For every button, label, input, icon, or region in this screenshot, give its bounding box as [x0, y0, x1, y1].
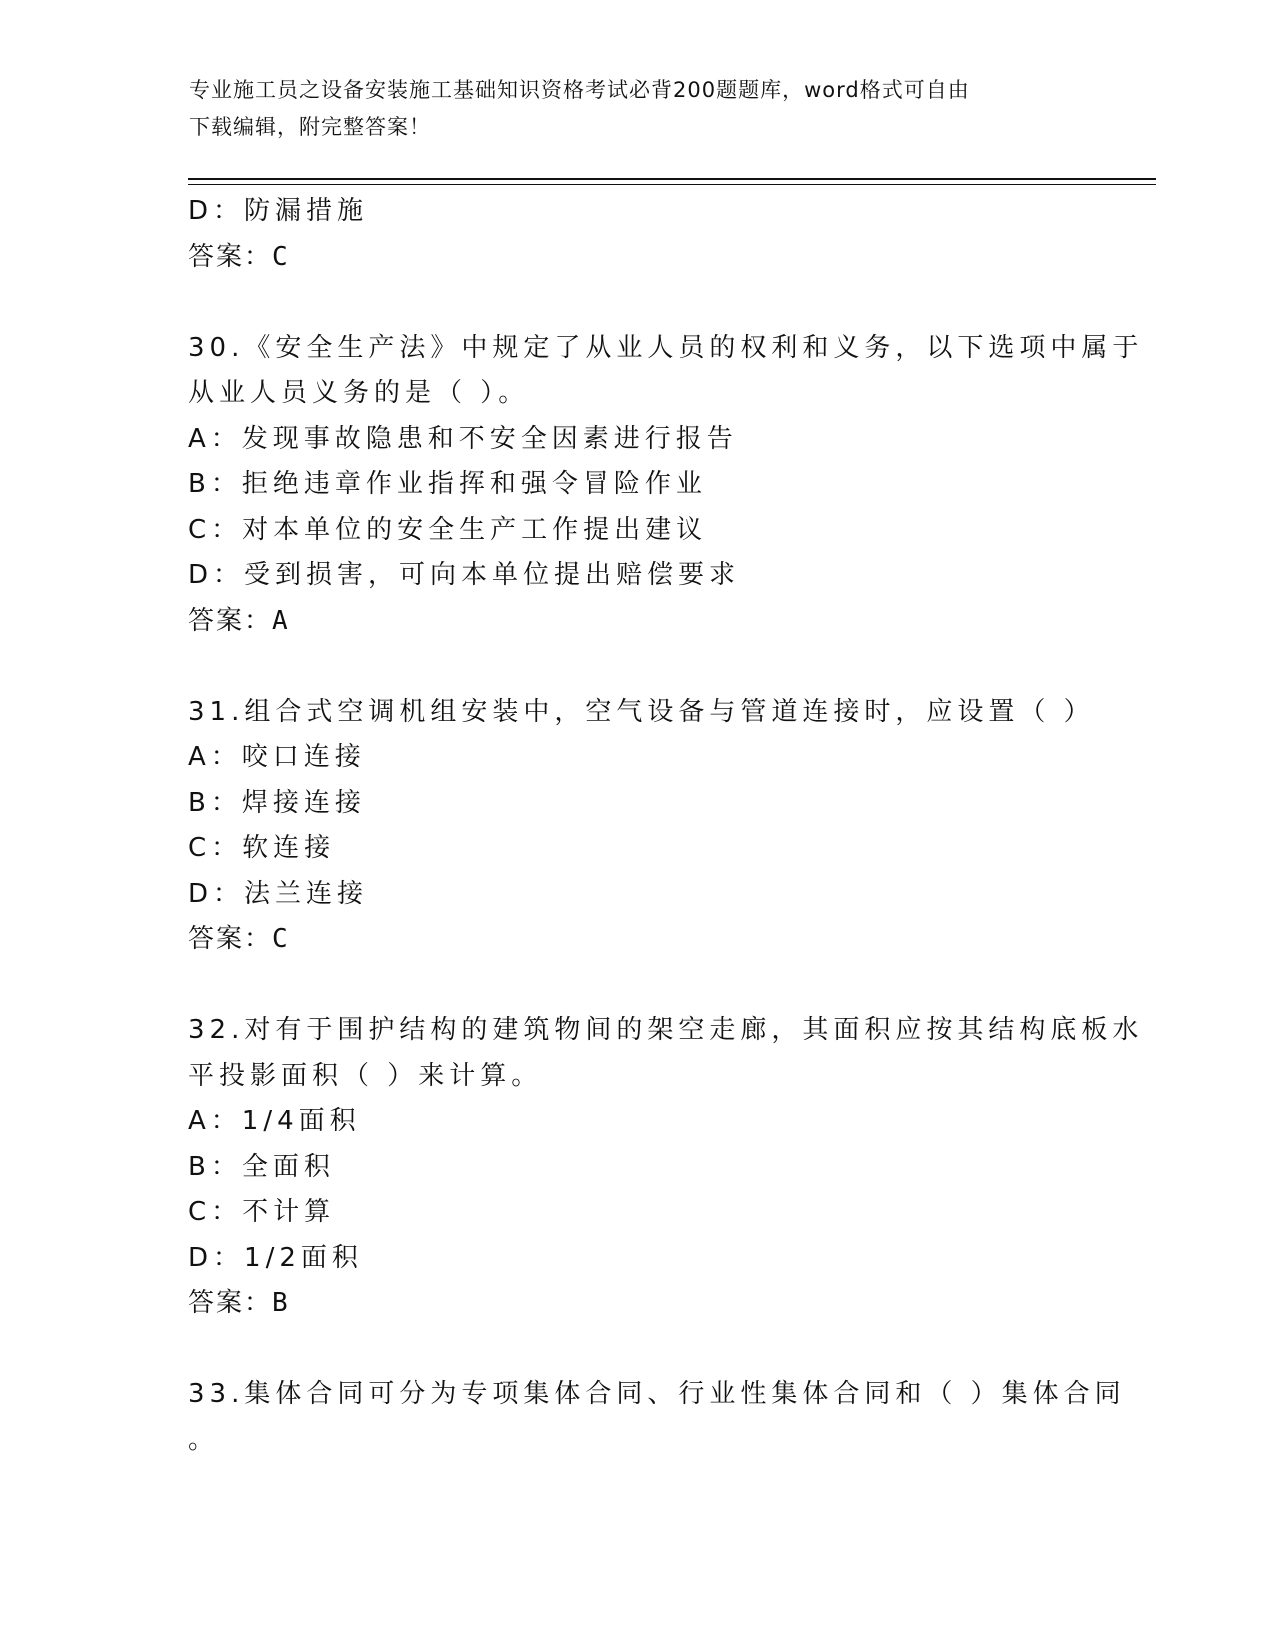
question-30-stem-line-1: 30.《安全生产法》中规定了从业人员的权利和义务，以下选项中属于 — [188, 332, 1144, 363]
question-30-option-c: C：对本单位的安全生产工作提出建议 — [188, 514, 708, 545]
question-31-option-d: D：法兰连接 — [188, 878, 369, 909]
question-30-stem-line-2: 从业人员义务的是（ ）。 — [188, 378, 530, 408]
question-32-option-a: A：1/4面积 — [188, 1106, 361, 1136]
document-header — [189, 72, 1089, 146]
question-31-option-c: C：软连接 — [188, 833, 336, 863]
question-31-option-b: B：焊接连接 — [188, 787, 366, 818]
question-32-option-b: B：全面积 — [188, 1151, 335, 1182]
question-31-answer: 答案：C — [188, 924, 290, 954]
question-30-answer: 答案：A — [188, 605, 290, 636]
question-32-stem-line-1: 32.对有于围护结构的建筑物间的架空走廊，其面积应按其结构底板水 — [188, 1015, 1144, 1045]
option-d: D：防漏措施 — [188, 196, 369, 226]
question-30-option-a: A：发现事故隐患和不安全因素进行报告 — [188, 423, 738, 454]
question-33-stem-line-1: 33.集体合同可分为专项集体合同、行业性集体合同和（ ）集体合同 — [188, 1379, 1126, 1409]
question-31-stem: 31.组合式空调机组安装中，空气设备与管道连接时，应设置（ ） — [188, 696, 1095, 727]
question-30 — [188, 326, 1144, 645]
question-32-option-d: D：1/2面积 — [188, 1242, 363, 1273]
previous-question-tail — [188, 189, 1088, 280]
question-33-stem-line-2: 。 — [188, 1424, 220, 1455]
question-list — [188, 189, 1144, 1463]
header-line-2: 下载编辑，附完整答案！ — [189, 115, 431, 139]
question-30-option-d: D：受到损害，可向本单位提出赔偿要求 — [188, 560, 741, 590]
answer-line: 答案：C — [188, 241, 290, 272]
question-31 — [188, 690, 1095, 963]
header-divider-thick — [188, 178, 1156, 180]
question-32-answer: 答案：B — [188, 1288, 290, 1318]
question-32-option-c: C：不计算 — [188, 1197, 336, 1227]
question-32-stem-line-2: 平投影面积（ ）来计算。 — [188, 1060, 543, 1091]
header-line-1: 专业施工员之设备安装施工基础知识资格考试必背200题题库，word格式可自由 — [189, 78, 970, 102]
header-divider-thin — [188, 184, 1156, 185]
question-31-option-a: A：咬口连接 — [188, 742, 366, 772]
question-30-option-b: B：拒绝违章作业指挥和强令冒险作业 — [188, 469, 707, 499]
question-33 — [188, 1372, 1126, 1463]
question-32 — [188, 1008, 1144, 1327]
